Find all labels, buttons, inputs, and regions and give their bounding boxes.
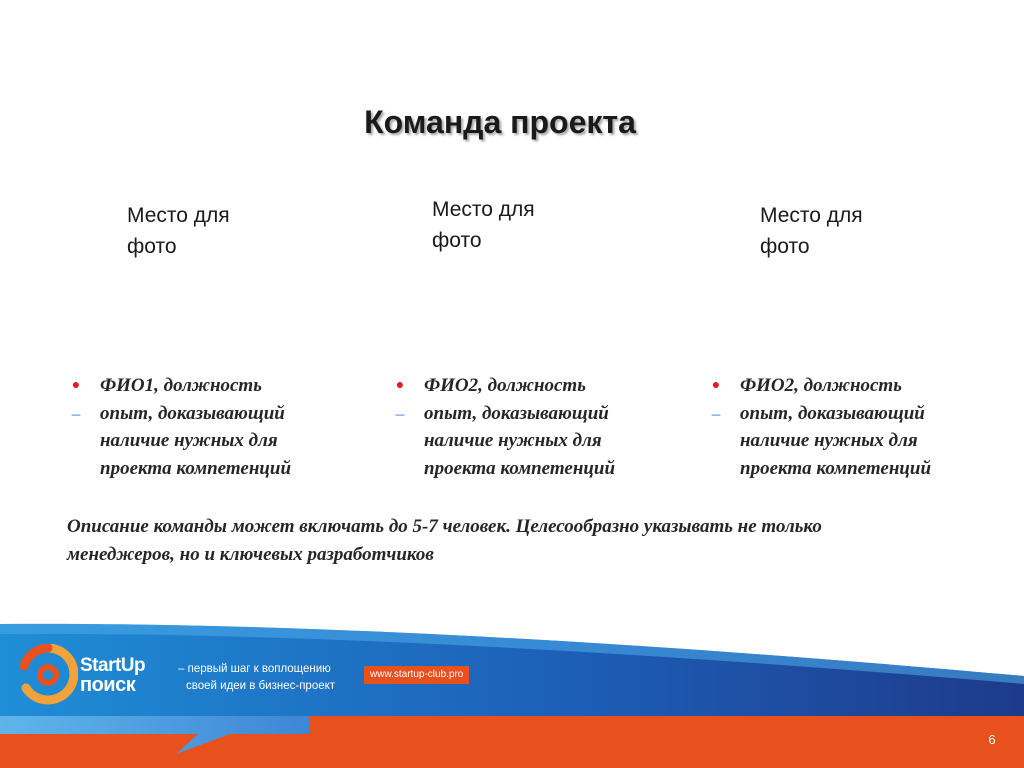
team-description <box>67 513 997 569</box>
website-link[interactable]: www.startup-club.pro <box>364 666 469 684</box>
team-member-3 <box>708 372 988 482</box>
member-experience: опыт, доказывающий <box>424 402 609 424</box>
member-experience: наличие нужных для <box>424 430 602 451</box>
member-experience: наличие нужных для <box>740 430 918 451</box>
slide-title: Команда проекта <box>364 104 636 140</box>
description-line: Описание команды может включать до 5-7 человек. Целесообразно указывать не только <box>67 516 822 537</box>
member-experience: наличие нужных для <box>100 430 278 451</box>
member-experience: проекта компетенций <box>424 457 616 479</box>
photo-placeholder-text: фото <box>127 235 177 258</box>
photo-placeholder-3 <box>760 200 910 262</box>
member-name: ФИО2, должность <box>740 375 902 396</box>
brand-name: StartUp <box>80 655 146 676</box>
photo-placeholder-text: фото <box>432 229 482 252</box>
photo-placeholder-text: Место для <box>760 204 863 227</box>
member-experience: опыт, доказывающий <box>740 402 925 424</box>
member-experience: проекта компетенций <box>740 457 932 479</box>
member-name: ФИО1, должность <box>100 375 262 396</box>
description-line: менеджеров, но и ключевых разработчиков <box>67 544 434 565</box>
team-member-2 <box>392 372 672 482</box>
bullet-icon: ● <box>71 378 81 393</box>
bullet-icon: ● <box>395 378 405 393</box>
member-experience: опыт, доказывающий <box>100 402 285 424</box>
tagline-line: – первый шаг к воплощению <box>178 663 331 675</box>
footer-tagline <box>178 661 378 695</box>
member-name: ФИО2, должность <box>424 375 586 396</box>
brand-name-second: поиск <box>80 674 136 696</box>
photo-placeholder-2 <box>432 194 582 256</box>
dash-icon: – <box>395 403 405 423</box>
page-number: 6 <box>988 732 996 747</box>
footer-band <box>0 600 1024 768</box>
team-member-1 <box>68 372 348 482</box>
member-experience: проекта компетенций <box>100 457 292 479</box>
dash-icon: – <box>71 403 81 423</box>
photo-placeholder-text: Место для <box>432 198 535 221</box>
tagline-line: своей идеи в бизнес-проект <box>186 680 336 692</box>
photo-placeholder-text: Место для <box>127 204 230 227</box>
photo-placeholder-text: фото <box>760 235 810 258</box>
bullet-icon: ● <box>711 378 721 393</box>
footer-background <box>0 600 1024 768</box>
dash-icon: – <box>711 403 721 423</box>
photo-placeholder-1 <box>127 200 277 262</box>
startup-logo-icon <box>18 644 78 706</box>
